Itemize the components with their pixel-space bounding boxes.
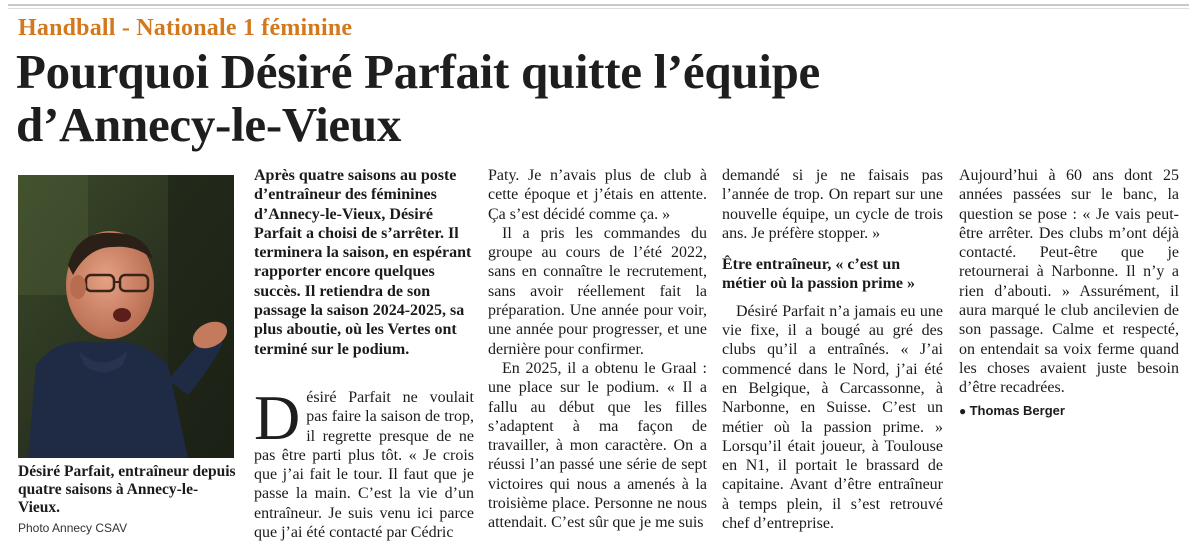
body-paragraph-4: Désiré Parfait n’a jamais eu une vie fixe, il a bougé au gré des clubs qu’il a entraînés. « J’ai commencé dans le Nord, j’ai été en Belgique, à Carcassonne, à Narbonne, en Suisse. C’est un métier où la passion prime. » Lorsqu’il était joueur, à Toulouse en N1, il portait le brassard de capitaine. Avant d’être entraîneur à temps plein, il s’est retrouvé chef d’entreprise. xyxy=(722,302,943,533)
top-rule-thin xyxy=(8,8,1189,9)
article-column-2 xyxy=(488,166,707,533)
body-paragraph-1-text: ésiré Parfait ne voulait pas faire la saison de trop, il regrette presque de ne pas être parti plus tôt. « Je crois que j’ai fait le tour. Il faut que je passe la main. C’est la vie d’un entraîneur. Je suis venu ici parce que j’ai été contacté par Cédric xyxy=(254,389,474,542)
byline xyxy=(959,401,1179,421)
lead-text: Après quatre saisons au poste d’entraîneur des féminines d’Annecy-le-Vieux, Désiré Parfait a choisi de s’arrêter. Il terminera la saison, en espérant rapporter encore quelques succès. Il retiendra de son passage la saison 2024-2025, sa plus aboutie, où les Vertes ont terminé sur le podium. xyxy=(254,167,472,358)
byline-author: Thomas Berger xyxy=(969,402,1065,418)
body-paragraph-3-continued: demandé si je ne faisais pas l’année de trop. On repart sur une nouvelle équipe, un cycle de trois ans. Je préfère stopper. » xyxy=(722,167,943,242)
body-paragraph-1-continued: Paty. Je n’avais plus de club à cette époque et j’étais en attente. Ça s’est décidé comme ça. » xyxy=(488,167,707,223)
body-paragraph-5-continued: Aujourd’hui à 60 ans dont 25 années passées sur le banc, la question se pose : « Je vais peut-être arrêter. Des clubs m’ont déjà contacté. Peut-être que je retournerai à Narbonne. Il n’y a rien d’abouti. » Assurément, il aura marqué le club ancilevien de son passage. Calme et respecté, on entendait sa voix ferme quand les choses avaient juste besoin d’être recadrées. xyxy=(959,167,1179,397)
body-paragraph-2: Il a pris les commandes du groupe au cours de l’été 2022, sans en connaître le recrutement, sans avoir réellement fait la préparation. Une année pour voir, une année pour progresser, et une dernière pour confirmer. xyxy=(488,224,707,358)
coach-photo xyxy=(18,175,234,458)
article-column-1 xyxy=(254,382,474,542)
photo-credit: Photo Annecy CSAV xyxy=(18,521,128,535)
body-paragraph-1 xyxy=(254,382,474,542)
article-column-3 xyxy=(722,166,943,533)
drop-cap: D xyxy=(254,382,301,453)
top-rule xyxy=(8,4,1189,6)
coach-photo-illustration xyxy=(18,175,234,458)
headline-line-1: Pourquoi Désiré Parfait quitte l’équipe xyxy=(16,44,821,99)
subhead: Être entraîneur, « c’est un métier où la passion prime » xyxy=(722,256,916,293)
section-kicker: Handball - Nationale 1 féminine xyxy=(18,15,353,41)
lead-paragraph xyxy=(254,166,474,359)
body-paragraph-3: En 2025, il a obtenu le Graal : une place sur le podium. « Il a fallu au début que les filles s’adaptent à ma façon de travailler, à mon caractère. On a réussi l’an passé une série de sept victoires qui nous a amenés à la troisième place. Personne ne nous attendait. C’est sûr que je me suis xyxy=(488,359,707,532)
headline xyxy=(16,45,1016,151)
caption-text: Désiré Parfait, entraîneur depuis quatre saisons à Annecy-le-Vieux. xyxy=(18,463,236,516)
byline-bullet-icon: ● xyxy=(959,403,970,418)
photo-caption xyxy=(18,463,240,537)
headline-line-2: d’Annecy-le-Vieux xyxy=(16,97,402,152)
article-column-4 xyxy=(959,166,1179,421)
